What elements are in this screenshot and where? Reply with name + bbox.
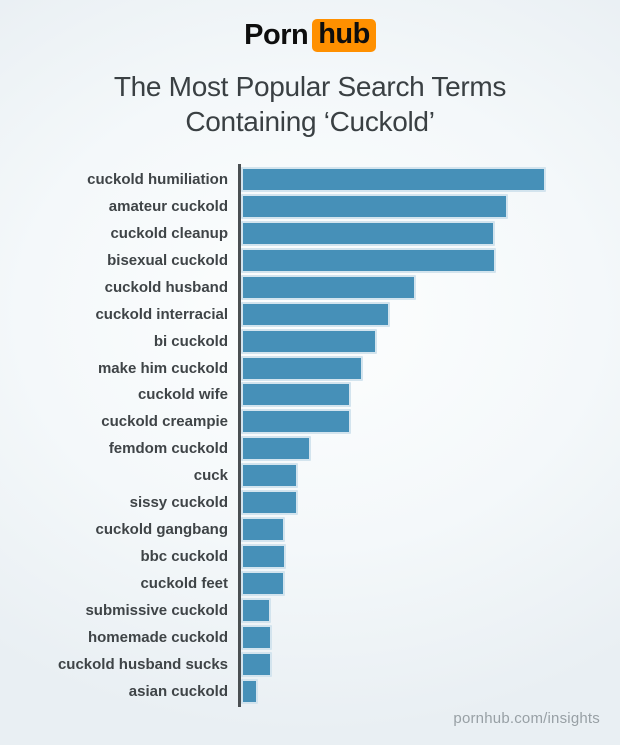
bar-label: sissy cuckold — [129, 494, 228, 512]
bar — [241, 463, 298, 488]
chart-row — [0, 651, 620, 678]
bar-label: bi cuckold — [153, 332, 228, 350]
chart-row — [0, 543, 620, 570]
chart-row — [0, 220, 620, 247]
bar-label: make him cuckold — [97, 359, 228, 377]
bar-label: homemade cuckold — [87, 628, 228, 646]
chart-row — [0, 597, 620, 624]
chart-row — [0, 462, 620, 489]
chart-row — [0, 435, 620, 462]
logo-word-hub: hub — [312, 19, 376, 52]
bar-label: cuckold feet — [140, 575, 228, 593]
chart-title-line2: Containing ‘Cuckold’ — [185, 106, 435, 138]
bar-area — [236, 220, 620, 247]
bar-label: cuckold gangbang — [95, 521, 228, 539]
bar — [241, 571, 285, 596]
chart-row — [0, 355, 620, 382]
bar-label: femdom cuckold — [108, 440, 228, 458]
bar-area — [236, 408, 620, 435]
bar — [241, 329, 377, 354]
bar-area — [236, 328, 620, 355]
chart-row — [0, 570, 620, 597]
bar-area — [236, 301, 620, 328]
bar-label: cuckold husband sucks — [57, 655, 228, 673]
chart-row — [0, 516, 620, 543]
bar — [241, 302, 390, 327]
bar — [241, 625, 272, 650]
chart-row — [0, 328, 620, 355]
bar-area — [236, 651, 620, 678]
chart-row — [0, 489, 620, 516]
bar-area — [236, 355, 620, 382]
bar — [241, 275, 416, 300]
bar-label: cuckold cleanup — [110, 224, 228, 242]
bar-label: cuckold husband — [104, 278, 228, 296]
source-url: pornhub.com/insights — [453, 710, 600, 727]
chart-row — [0, 382, 620, 409]
bar — [241, 679, 258, 704]
bar — [241, 221, 495, 246]
bar — [241, 544, 286, 569]
bar — [241, 598, 271, 623]
bar — [241, 356, 363, 381]
bar-area — [236, 516, 620, 543]
logo-word-porn: Porn — [244, 19, 309, 52]
bar-area — [236, 570, 620, 597]
bar-chart — [0, 164, 620, 707]
chart-row — [0, 166, 620, 193]
bar-label: asian cuckold — [128, 682, 228, 700]
bar — [241, 490, 298, 515]
chart-row — [0, 247, 620, 274]
bar — [241, 436, 311, 461]
chart-rows — [0, 166, 620, 705]
bar-label: cuckold wife — [137, 386, 228, 404]
bar-area — [236, 678, 620, 705]
bar-label: cuck — [193, 467, 228, 485]
chart-title — [0, 69, 620, 139]
bar-area — [236, 166, 620, 193]
pornhub-logo — [244, 0, 376, 52]
bar — [241, 409, 351, 434]
bar — [241, 167, 546, 192]
chart-row — [0, 624, 620, 651]
bar-label: cuckold humiliation — [87, 170, 228, 188]
bar — [241, 194, 508, 219]
bar-label: bbc cuckold — [140, 548, 228, 566]
bar-label: amateur cuckold — [108, 197, 228, 215]
bar-area — [236, 435, 620, 462]
bar-area — [236, 247, 620, 274]
bar-area — [236, 462, 620, 489]
chart-row — [0, 678, 620, 705]
chart-row — [0, 301, 620, 328]
bar-label: submissive cuckold — [85, 601, 228, 619]
chart-title-line1: The Most Popular Search Terms — [113, 71, 507, 103]
chart-row — [0, 274, 620, 301]
bar — [241, 652, 272, 677]
bar-label: bisexual cuckold — [107, 251, 228, 269]
bar — [241, 248, 496, 273]
chart-row — [0, 193, 620, 220]
bar-area — [236, 274, 620, 301]
bar-area — [236, 624, 620, 651]
bar-area — [236, 382, 620, 409]
bar-label: cuckold interracial — [95, 305, 228, 323]
bar-area — [236, 489, 620, 516]
bar-area — [236, 193, 620, 220]
bar — [241, 382, 351, 407]
bar-area — [236, 597, 620, 624]
bar-area — [236, 543, 620, 570]
chart-row — [0, 408, 620, 435]
bar-label: cuckold creampie — [101, 413, 228, 431]
bar — [241, 517, 285, 542]
